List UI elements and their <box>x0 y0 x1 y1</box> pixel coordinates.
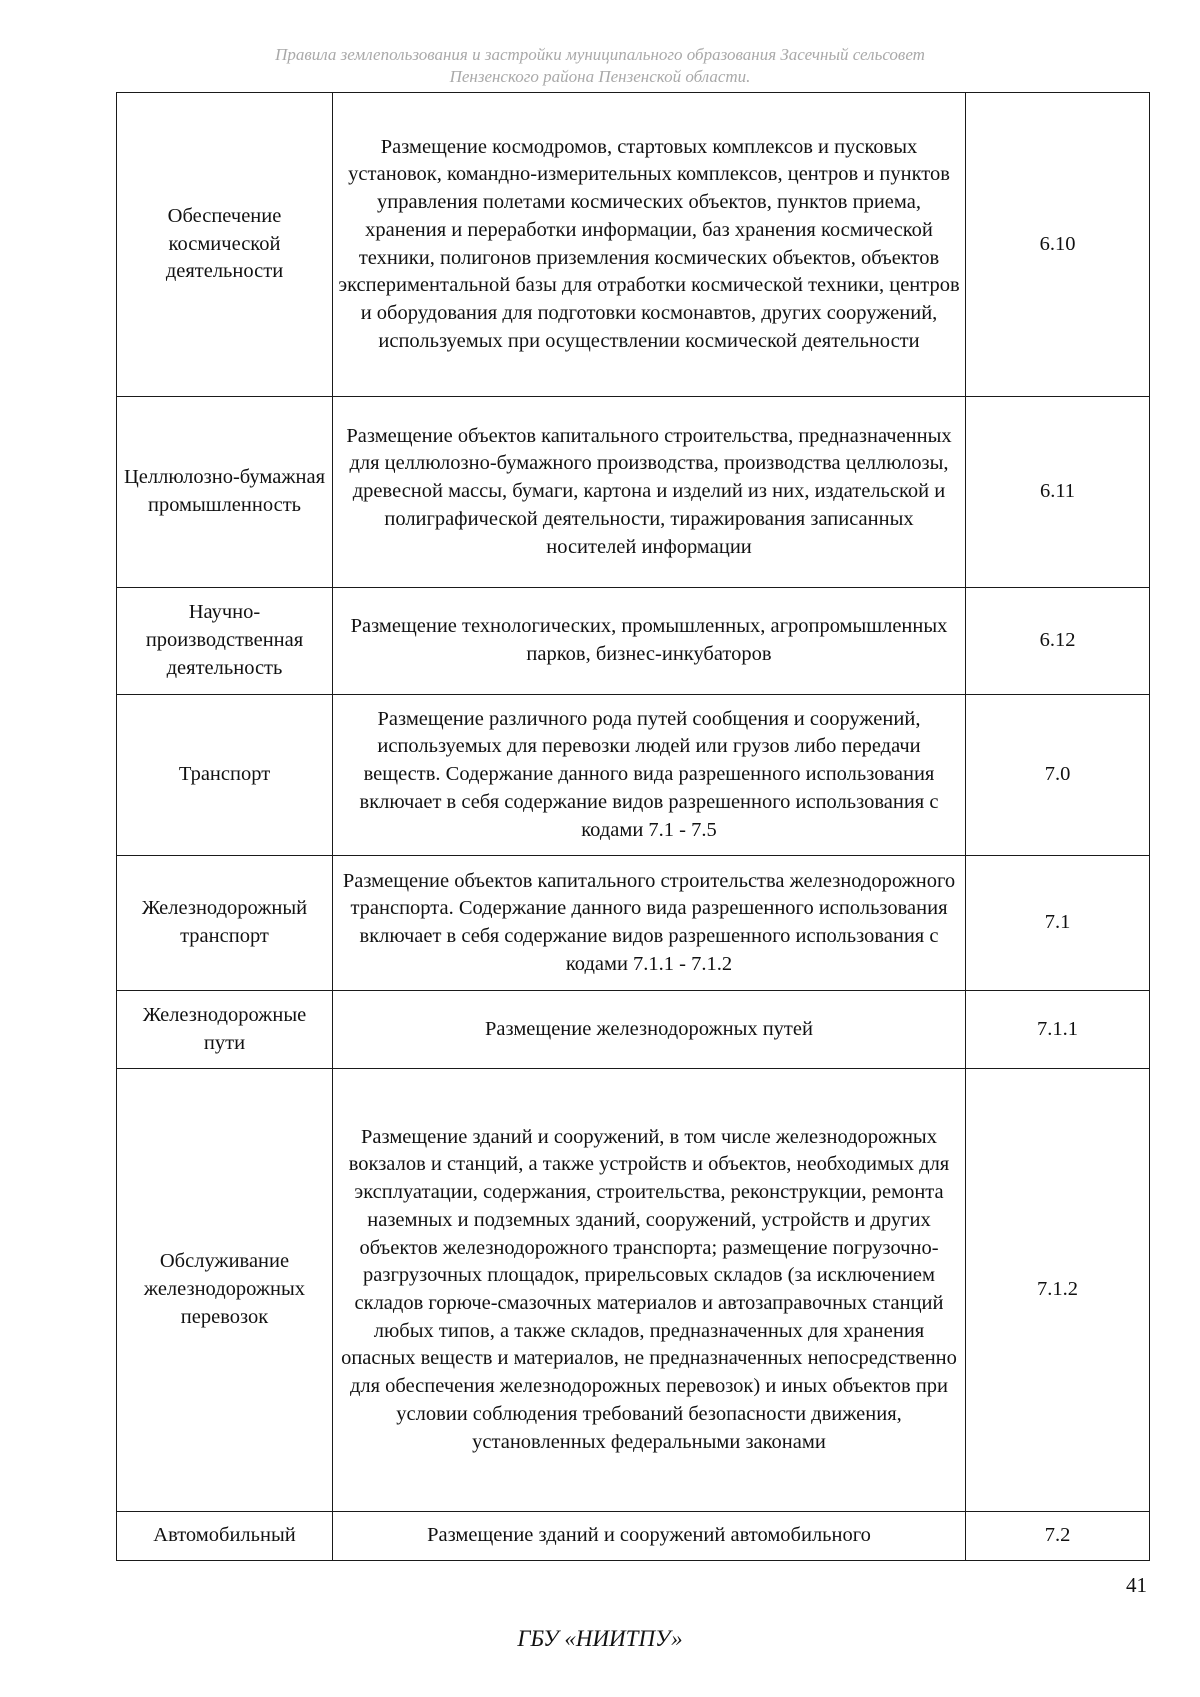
use-type-code: 6.10 <box>966 93 1150 397</box>
land-use-table <box>116 92 1150 1561</box>
use-type-description: Размещение объектов капитального строительства железнодорожного транспорта. Содержание данного вида разрешенного использования включает в себя содержание видов разрешенного использования с кодами 7.1.1 - 7.1.2 <box>333 856 966 991</box>
use-type-code: 7.1.1 <box>966 991 1150 1069</box>
use-type-code: 6.11 <box>966 397 1150 588</box>
table-row <box>117 695 1150 856</box>
use-type-description: Размещение технологических, промышленных, агропромышленных парков, бизнес-инкубаторов <box>333 588 966 695</box>
use-type-name: Транспорт <box>117 695 333 856</box>
table-row <box>117 856 1150 991</box>
use-type-name: Железнодорожный транспорт <box>117 856 333 991</box>
running-header <box>150 44 1050 88</box>
use-type-name: Обслуживание железнодорожных перевозок <box>117 1069 333 1512</box>
use-type-code: 7.1.2 <box>966 1069 1150 1512</box>
use-type-name: Автомобильный <box>117 1512 333 1561</box>
use-type-code: 6.12 <box>966 588 1150 695</box>
use-type-code: 7.1 <box>966 856 1150 991</box>
use-type-description: Размещение железнодорожных путей <box>333 991 966 1069</box>
use-type-name: Научно-производственная деятельность <box>117 588 333 695</box>
page-number: 41 <box>1126 1573 1147 1597</box>
table-row <box>117 991 1150 1069</box>
running-header-line-1: Правила землепользования и застройки муниципального образования Засечный сельсовет <box>275 45 925 64</box>
table-row <box>117 588 1150 695</box>
use-type-description: Размещение космодромов, стартовых комплексов и пусковых установок, командно-измерительных комплексов, центров и пунктов управления полетами космических объектов, пунктов приема, хранения и переработки информации, баз хранения космической техники, полигонов приземления космических объектов, объектов экспериментальной базы для отработки космической техники, центров и оборудования для подготовки космонавтов, других сооружений, используемых при осуществлении космической деятельности <box>333 93 966 397</box>
use-type-description: Размещение различного рода путей сообщения и сооружений, используемых для перевозки людей или грузов либо передачи веществ. Содержание данного вида разрешенного использования включает в себя содержание видов разрешенного использования с кодами 7.1 - 7.5 <box>333 695 966 856</box>
table-row <box>117 1069 1150 1512</box>
use-type-code: 7.2 <box>966 1512 1150 1561</box>
use-type-description: Размещение зданий и сооружений, в том числе железнодорожных вокзалов и станций, а также устройств и объектов, необходимых для эксплуатации, содержания, строительства, реконструкции, ремонта наземных и подземных зданий, сооружений, устройств и других объектов железнодорожного транспорта; размещение погрузочно-разгрузочных площадок, прирельсовых складов (за исключением складов горюче-смазочных материалов и автозаправочных станций любых типов, а также складов, предназначенных для хранения опасных веществ и материалов, не предназначенных непосредственно для обеспечения железнодорожных перевозок) и иных объектов при условии соблюдения требований безопасности движения, установленных федеральными законами <box>333 1069 966 1512</box>
use-type-name: Обеспечение космической деятельности <box>117 93 333 397</box>
use-type-name: Целлюлозно-бумажная промышленность <box>117 397 333 588</box>
use-type-code: 7.0 <box>966 695 1150 856</box>
use-type-description: Размещение объектов капитального строительства, предназначенных для целлюлозно-бумажного производства, производства целлюлозы, древесной массы, бумаги, картона и изделий из них, издательской и полиграфической деятельности, тиражирования записанных носителей информации <box>333 397 966 588</box>
use-type-name: Железнодорожные пути <box>117 991 333 1069</box>
running-footer: ГБУ «НИИТПУ» <box>517 1626 683 1651</box>
running-header-line-2: Пензенского района Пензенской области. <box>449 67 751 86</box>
table-row <box>117 397 1150 588</box>
table-row <box>117 93 1150 397</box>
table-row <box>117 1512 1150 1561</box>
use-type-description: Размещение зданий и сооружений автомобильного <box>333 1512 966 1561</box>
